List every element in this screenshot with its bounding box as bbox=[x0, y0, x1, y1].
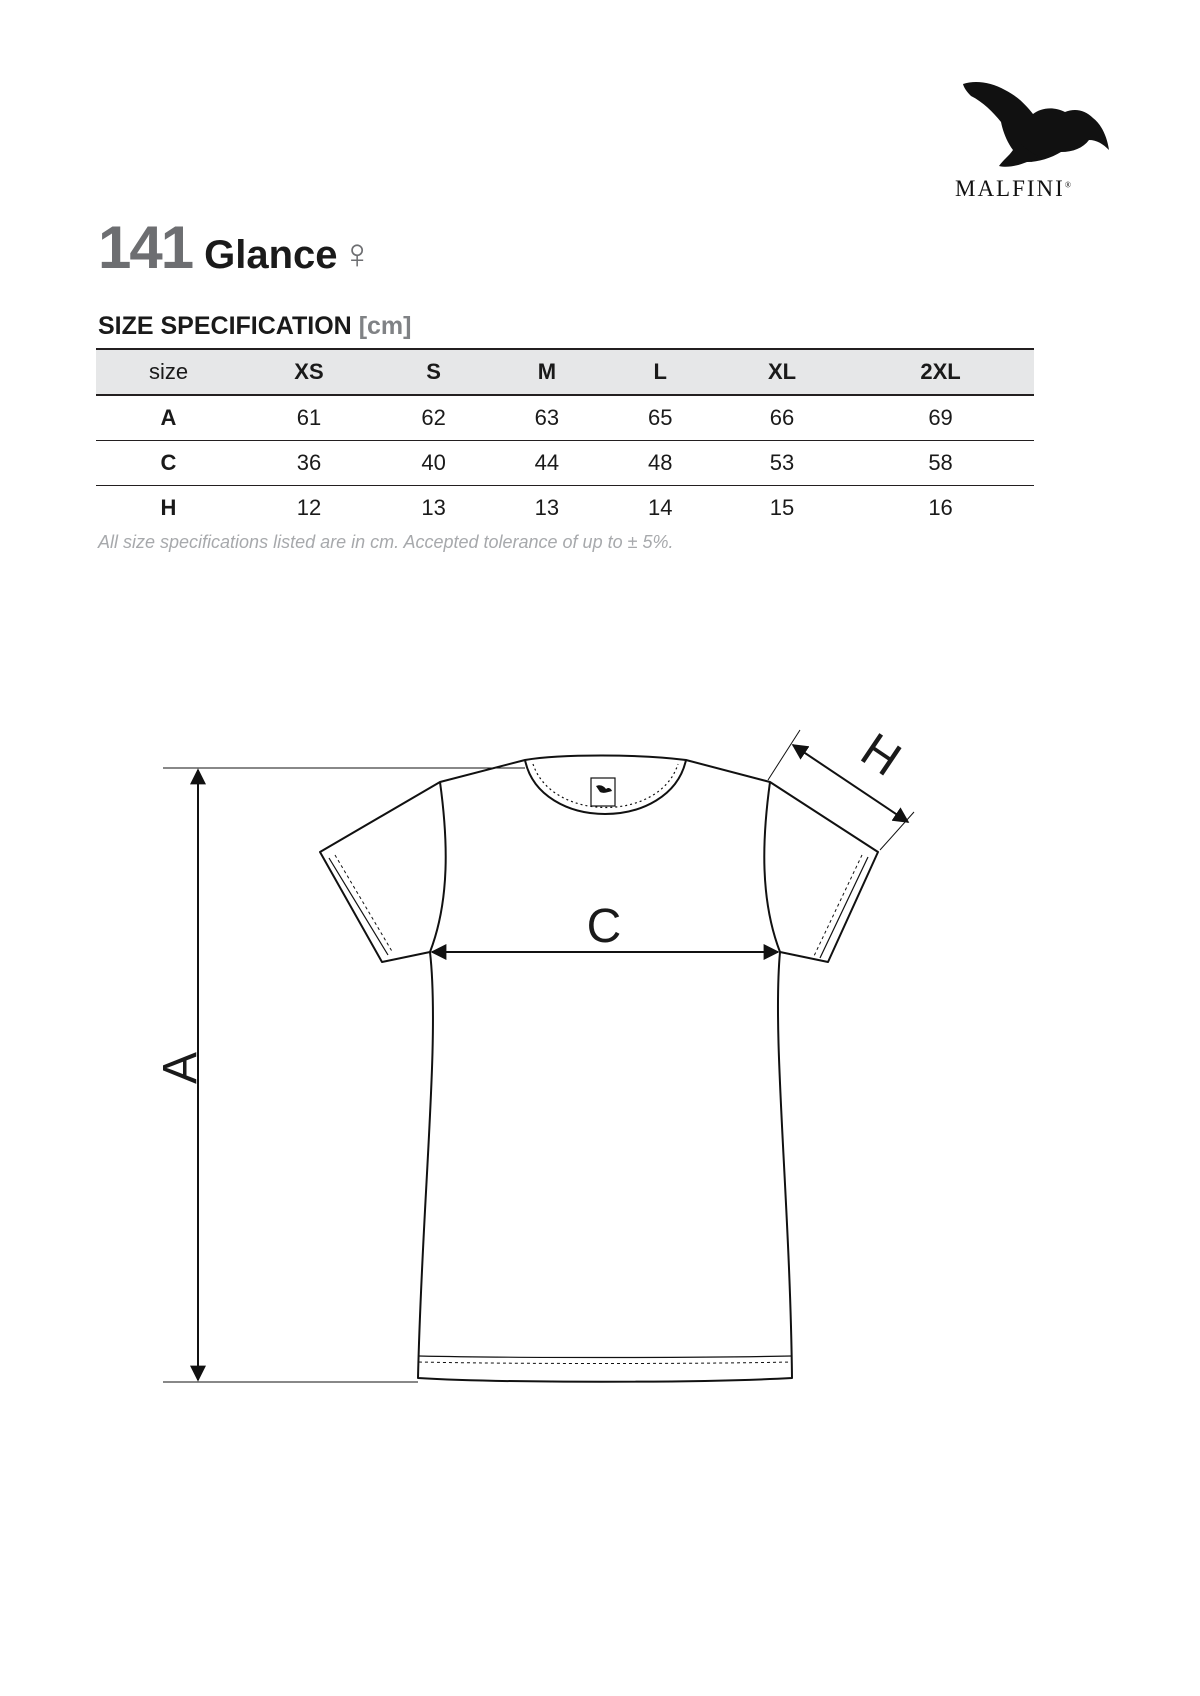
table-cell: 16 bbox=[928, 495, 953, 520]
table-cell: 15 bbox=[769, 495, 795, 520]
brand-text: MALFINI bbox=[955, 176, 1065, 201]
table-cell: 48 bbox=[648, 450, 673, 475]
dimension-a bbox=[154, 768, 525, 1382]
table-cell: 65 bbox=[648, 405, 673, 430]
product-name: Glance bbox=[204, 233, 338, 277]
dimension-c bbox=[432, 900, 778, 953]
table-cell: 44 bbox=[534, 450, 560, 475]
label-bird-icon bbox=[596, 785, 612, 793]
size-header-cell: S bbox=[426, 359, 441, 384]
table-cell: 53 bbox=[769, 450, 795, 475]
row-label: H bbox=[160, 495, 177, 520]
table-cell: 40 bbox=[421, 450, 446, 475]
size-header-cell: M bbox=[537, 359, 557, 384]
table-cell: 13 bbox=[421, 495, 446, 520]
registered-mark: ® bbox=[1064, 180, 1071, 190]
size-header-cell: 2XL bbox=[920, 359, 961, 384]
tshirt-outline bbox=[320, 756, 878, 1382]
product-number: 141 bbox=[98, 214, 193, 281]
label-a: A bbox=[154, 1051, 207, 1085]
table-cell: 14 bbox=[648, 495, 673, 520]
size-header-cell: XS bbox=[294, 359, 324, 384]
spec-title-text: SIZE SPECIFICATION bbox=[98, 312, 352, 340]
tolerance-note: All size specifications listed are in cm. Accepted tolerance of up to ± 5%. bbox=[98, 532, 674, 552]
table-cell: 36 bbox=[296, 450, 322, 475]
label-c: C bbox=[586, 900, 622, 953]
table-cell: 62 bbox=[421, 405, 446, 430]
label-h: H bbox=[851, 723, 910, 787]
table-cell: 69 bbox=[928, 405, 953, 430]
size-header-cell: XL bbox=[767, 359, 797, 384]
row-label: A bbox=[160, 405, 177, 430]
size-header-label: size bbox=[148, 359, 189, 384]
size-header-cell: L bbox=[653, 359, 667, 384]
spec-unit: [cm] bbox=[358, 312, 412, 340]
dimension-h bbox=[768, 723, 914, 850]
table-cell: 13 bbox=[534, 495, 560, 520]
female-icon: ♀ bbox=[341, 230, 374, 277]
table-cell: 12 bbox=[296, 495, 322, 520]
table-cell: 61 bbox=[296, 405, 322, 430]
table-cell: 66 bbox=[769, 405, 795, 430]
row-label: C bbox=[160, 450, 177, 475]
table-cell: 63 bbox=[534, 405, 560, 430]
table-cell: 58 bbox=[928, 450, 953, 475]
